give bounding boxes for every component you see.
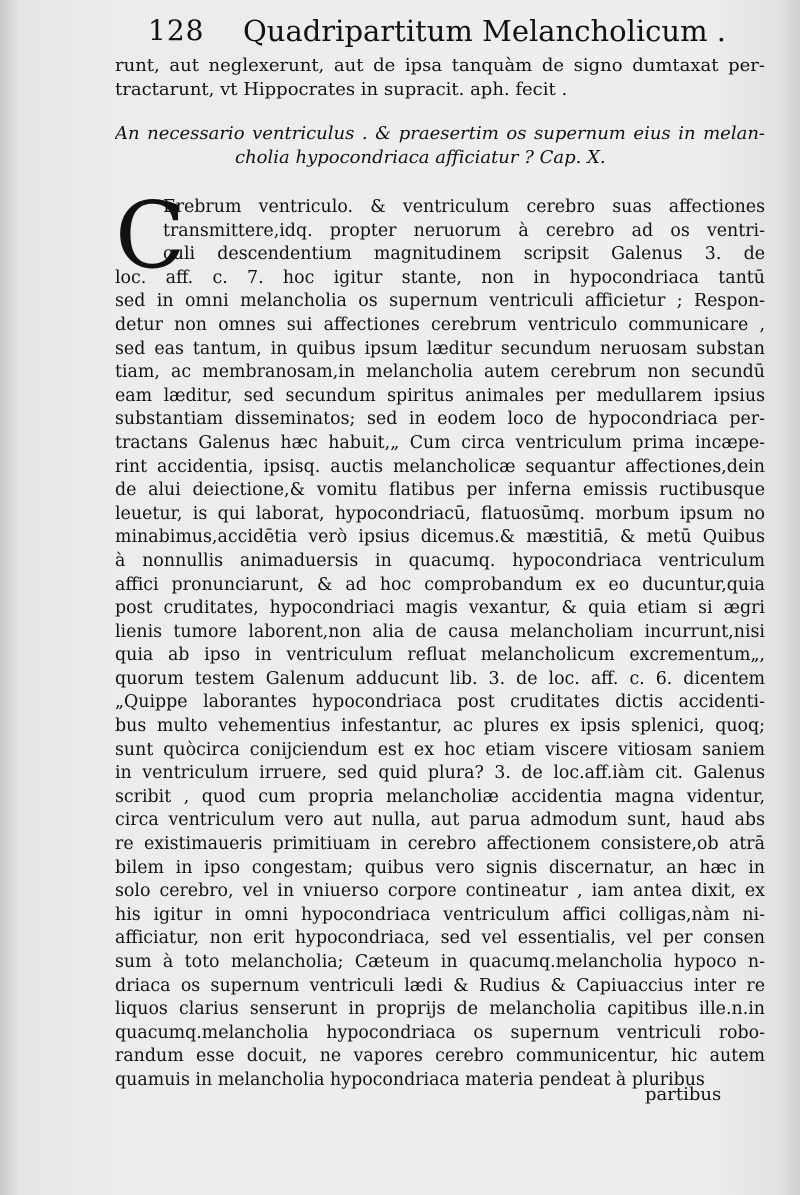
text-line: affici pronunciarunt, & ad hoc comprobandum ex eo ducuntur,quia <box>115 574 765 595</box>
page-header <box>148 14 768 54</box>
text-line: rint accidentia, ipsisq. auctis melancholicæ sequantur affectiones,dein <box>115 456 765 477</box>
text-line: liquos clarius senserunt in proprijs de melancholia capitibus ille.n.in <box>115 999 765 1020</box>
text-line: eam læditur, sed secundum spiritus animales per medullarem ipsius <box>115 385 765 406</box>
text-line: quacumq.melancholia hypocondriaca os supernum ventriculi robo- <box>115 1022 765 1043</box>
text-line: randum esse docuit, ne vapores cerebro communicentur, hic autem <box>115 1046 765 1067</box>
text-line: sum à toto melancholia; Cæteum in quacumq.melancholia hypoco n- <box>115 952 765 972</box>
text-line: transmittere,idq. propter neruorum à cerebro ad os ventri- <box>163 220 765 241</box>
text-line: re existimaueris primitiuam in cerebro affectionem consistere,ob atrā <box>115 834 765 855</box>
text-line: tractarunt, vt Hippocrates in supracit. aph. fecit . <box>115 78 568 100</box>
text-line: tractans Galenus hæc habuit,„ Cum circa ventriculum prima incæpe- <box>115 432 765 453</box>
text-line: à nonnullis animaduersis in quacumq. hypocondriaca ventriculum <box>115 550 765 571</box>
text-line: in ventriculum irruere, sed quid plura? 3. de loc.aff.iàm cit. Galenus <box>115 763 765 784</box>
text-line: afficiatur, non erit hypocondriaca, sed vel essentialis, vel per consen <box>115 928 765 949</box>
text-line: sed in omni melancholia os supernum ventriculi afficietur ; Respon- <box>115 291 765 312</box>
text-line: solo cerebro, vel in vniuerso corpore contineatur , iam antea dixit, ex <box>115 881 765 902</box>
chapter-heading <box>115 122 765 169</box>
text-line: culi descendentium magnitudinem scripsit Galenus 3. de <box>163 244 765 265</box>
text-line: loc. aff. c. 7. hoc igitur stante, non in hypocondriaca tantū <box>115 267 765 288</box>
text-line: tiam, ac membranosam,in melancholia autem cerebrum non secundū <box>115 362 765 383</box>
text-line: de alui deiectione,& vomitu flatibus per inferna emissis ructibusque <box>115 480 765 501</box>
text-line: circa ventriculum vero aut nulla, aut parua admodum sunt, haud abs <box>115 810 765 831</box>
text-line: scribit , quod cum propria melancholiæ accidentia magna videntur, <box>115 786 765 807</box>
text-line: bilem in ipso congestam; quibus vero signis discernatur, an hæc in <box>115 857 765 878</box>
text-line: sunt quòcirca conijciendum est ex hoc etiam viscere vitiosam saniem <box>115 739 765 760</box>
text-line: Erebrum ventriculo. & ventriculum cerebro suas affectiones <box>163 197 765 217</box>
catchword: partibus <box>645 1084 722 1105</box>
text-line: minabimus,accidētia verò ipsius dicemus.& mæstitiā, & metū Quibus <box>115 527 765 548</box>
page-number: 128 <box>148 14 205 47</box>
text-line: substantiam disseminatos; sed in eodem loco de hypocondriaca per- <box>115 409 765 430</box>
text-line: detur non omnes sui affectiones cerebrum ventriculo communicare , <box>115 314 765 335</box>
text-line: lienis tumore laborent,non alia de causa melancholiam incurrunt,nisi <box>115 621 765 642</box>
text-line: post cruditates, hypocondriaci magis vexantur, & quia etiam si ægri <box>115 598 765 619</box>
text-line: runt, aut neglexerunt, aut de ipsa tanquàm de signo dumtaxat per- <box>115 55 765 76</box>
drop-cap: C <box>115 182 186 289</box>
text-line: bus multo vehementius infestantur, ac plures ex ipsis splenici, quoq; <box>115 716 765 737</box>
chapter-title-line: cholia hypocondriaca afficiatur ? Cap. X. <box>235 146 606 168</box>
text-line: his igitur in omni hypocondriaca ventriculum affici colligas,nàm ni- <box>115 904 765 925</box>
text-line: quia ab ipso in ventriculum refluat melancholicum excrementum„, <box>115 645 765 666</box>
text-line: leuetur, is qui laborat, hypocondriacū, flatuosūmq. morbum ipsum no <box>115 503 765 524</box>
running-title: Quadripartitum Melancholicum . <box>243 14 727 48</box>
text-line: quamuis in melancholia hypocondriaca materia pendeat à pluribus <box>115 1069 705 1090</box>
text-line: driaca os supernum ventriculi lædi & Rudius & Capiuaccius inter re <box>115 975 765 996</box>
body-text <box>115 182 765 1093</box>
text-line: quorum testem Galenum adducunt lib. 3. de loc. aff. c. 6. dicentem <box>115 668 765 689</box>
text-line: „Quippe laborantes hypocondriaca post cruditates dictis accidenti- <box>115 692 765 713</box>
chapter-title-line: An necessario ventriculus . & praesertim os supernum eius in melan- <box>115 123 765 144</box>
carryover-text <box>115 54 765 101</box>
text-line: sed eas tantum, in quibus ipsum læditur secundum neruosam substan <box>115 338 765 359</box>
